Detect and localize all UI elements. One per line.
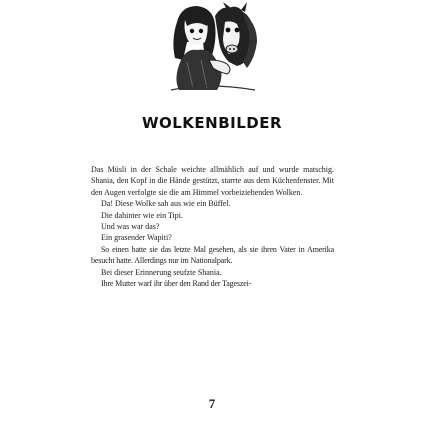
page-number: 7 — [208, 396, 216, 411]
paragraph: Ein grasender Wapiti? — [101, 233, 172, 243]
body-text — [91, 164, 334, 289]
chapter-title: WOLKENBILDER — [141, 114, 283, 132]
girl-and-horse-illustration — [157, 2, 267, 94]
paragraph: Bei dieser Erinnerung seufzte Shania. — [101, 267, 222, 277]
paragraph: Und was war das? — [101, 222, 160, 232]
paragraph: Ihre Mutter warf ihr über den Rand der Tageszei- — [101, 279, 252, 289]
paragraph: Die dahinter wie ein Tipi. — [101, 210, 183, 220]
horse-head-icon — [215, 2, 257, 68]
paragraph: So einen hatte sie das letzte Mal gesehen, als sie ihren Vater in Amerika besucht hatte. Allerdings nur im Nationalpark. — [91, 244, 334, 266]
paragraph: Da! Diese Wolke sah aus wie ein Büffel. — [101, 199, 231, 209]
paragraph: Das Müsli in der Schale weichte allmählich auf und wurde matschig. Shania, den Kopf in die Hände gestützt, starrte aus dem Küchenfenster. Mit den Augen verfolgte sie die am Himmel vorbeiziehenden Wolken. — [91, 165, 334, 197]
